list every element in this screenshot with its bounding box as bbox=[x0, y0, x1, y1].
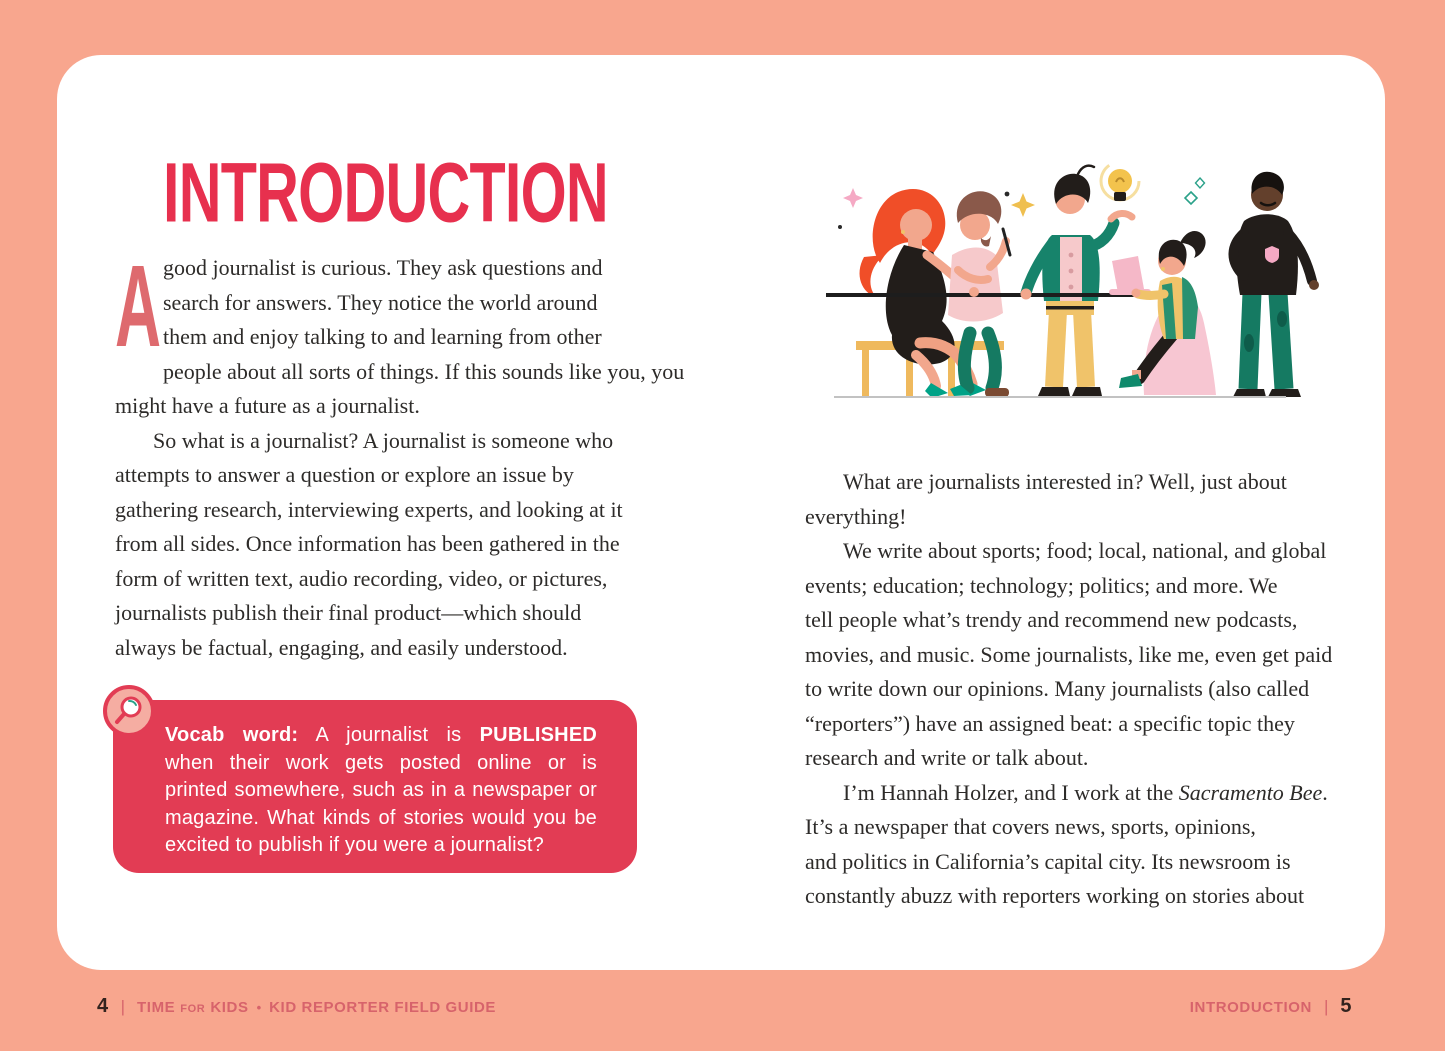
paragraph-line: “reporters”) have an assigned beat: a specific topic they bbox=[805, 710, 1295, 736]
paragraph-line: research and write or talk about. bbox=[805, 745, 1089, 770]
footer-left bbox=[97, 995, 496, 1019]
vocab-line: magazine. What kinds of stories would you be bbox=[165, 806, 597, 829]
page-number-right: 5 bbox=[1340, 995, 1352, 1017]
paragraph-line: It’s a newspaper that covers news, sports, opinions, bbox=[805, 814, 1256, 839]
paragraph-line: always be factual, engaging, and easily understood. bbox=[115, 634, 568, 660]
paragraph-line: So what is a journalist? A journalist is someone who bbox=[153, 427, 614, 453]
drop-cap-letter: A bbox=[115, 241, 162, 371]
paragraph-line: What are journalists interested in? Well, just about bbox=[843, 469, 1287, 494]
book-title: KID REPORTER FIELD GUIDE bbox=[269, 999, 497, 1016]
paragraph-line: We write about sports; food; local, national, and global bbox=[843, 538, 1327, 563]
page-title: INTRODUCTION bbox=[163, 145, 608, 240]
vocab-mid: A journalist is bbox=[315, 724, 462, 746]
left-column bbox=[115, 241, 685, 665]
paragraph-line: everything! bbox=[805, 503, 907, 529]
paragraph-line: tell people what’s trendy and recommend new podcasts, bbox=[805, 607, 1298, 632]
paragraph-line: attempts to answer a question or explore an issue by bbox=[115, 462, 574, 487]
footer-dot: • bbox=[256, 1000, 262, 1015]
paragraph-line: constantly abuzz with reporters working on stories about bbox=[805, 883, 1305, 908]
paragraph-line: them and enjoy talking to and learning from other bbox=[163, 324, 602, 349]
vocab-text bbox=[165, 722, 597, 860]
brand-for: FOR bbox=[180, 1003, 206, 1015]
magnifier-icon bbox=[103, 685, 155, 737]
paragraph-line: search for answers. They notice the world around bbox=[163, 289, 598, 315]
illustration-person-laptop bbox=[1109, 231, 1216, 395]
paragraph-line: movies, and music. Some journalists, like me, even get paid bbox=[805, 641, 1333, 667]
paragraph-line: journalists publish their final product—which should bbox=[115, 600, 582, 625]
journalists-illustration bbox=[820, 143, 1330, 403]
lightbulb-icon bbox=[1101, 162, 1139, 201]
paragraph-line: from all sides. Once information has been gathered in the bbox=[115, 531, 620, 556]
vocab-lead: Vocab word: bbox=[165, 724, 299, 746]
vocab-callout-box bbox=[113, 700, 637, 873]
page-sheet bbox=[57, 55, 1385, 970]
paragraph-line: and politics in California’s capital city. Its newsroom is bbox=[805, 848, 1291, 874]
brand-kids: KIDS bbox=[210, 999, 249, 1016]
paragraph-line bbox=[805, 776, 1370, 811]
page-number-left: 4 bbox=[97, 995, 109, 1017]
paragraph-line: events; education; technology; politics; and more. We bbox=[805, 572, 1278, 598]
text-segment: I’m Hannah Holzer, and I work at the bbox=[843, 779, 1179, 805]
paragraph-line: to write down our opinions. Many journalists (also called bbox=[805, 676, 1310, 701]
section-label: INTRODUCTION bbox=[1189, 999, 1312, 1016]
publication-name: Sacramento Bee bbox=[1178, 779, 1323, 805]
text-segment: . bbox=[1322, 779, 1328, 805]
footer-divider: | bbox=[120, 997, 126, 1016]
right-column bbox=[805, 465, 1370, 914]
paragraph-line: good journalist is curious. They ask questions and bbox=[163, 255, 603, 280]
drop-cap bbox=[115, 241, 162, 371]
vocab-line: when their work gets posted online or is bbox=[165, 751, 597, 774]
footer-divider: | bbox=[1323, 997, 1329, 1016]
vocab-line: excited to publish if you were a journalist? bbox=[165, 834, 545, 857]
paragraph-line: gathering research, interviewing experts, and looking at it bbox=[115, 496, 623, 522]
vocab-line: printed somewhere, such as in a newspaper or bbox=[165, 779, 597, 802]
vocab-word: PUBLISHED bbox=[479, 724, 598, 746]
footer-right bbox=[1190, 995, 1352, 1019]
brand-time: TIME bbox=[137, 999, 176, 1016]
paragraph-line: form of written text, audio recording, video, or pictures, bbox=[115, 565, 608, 591]
paragraph-line: people about all sorts of things. If this sounds like you, you bbox=[163, 358, 685, 384]
vocab-line bbox=[165, 722, 597, 750]
illustration-person-standing bbox=[1233, 172, 1319, 397]
paragraph-line: might have a future as a journalist. bbox=[115, 393, 420, 418]
